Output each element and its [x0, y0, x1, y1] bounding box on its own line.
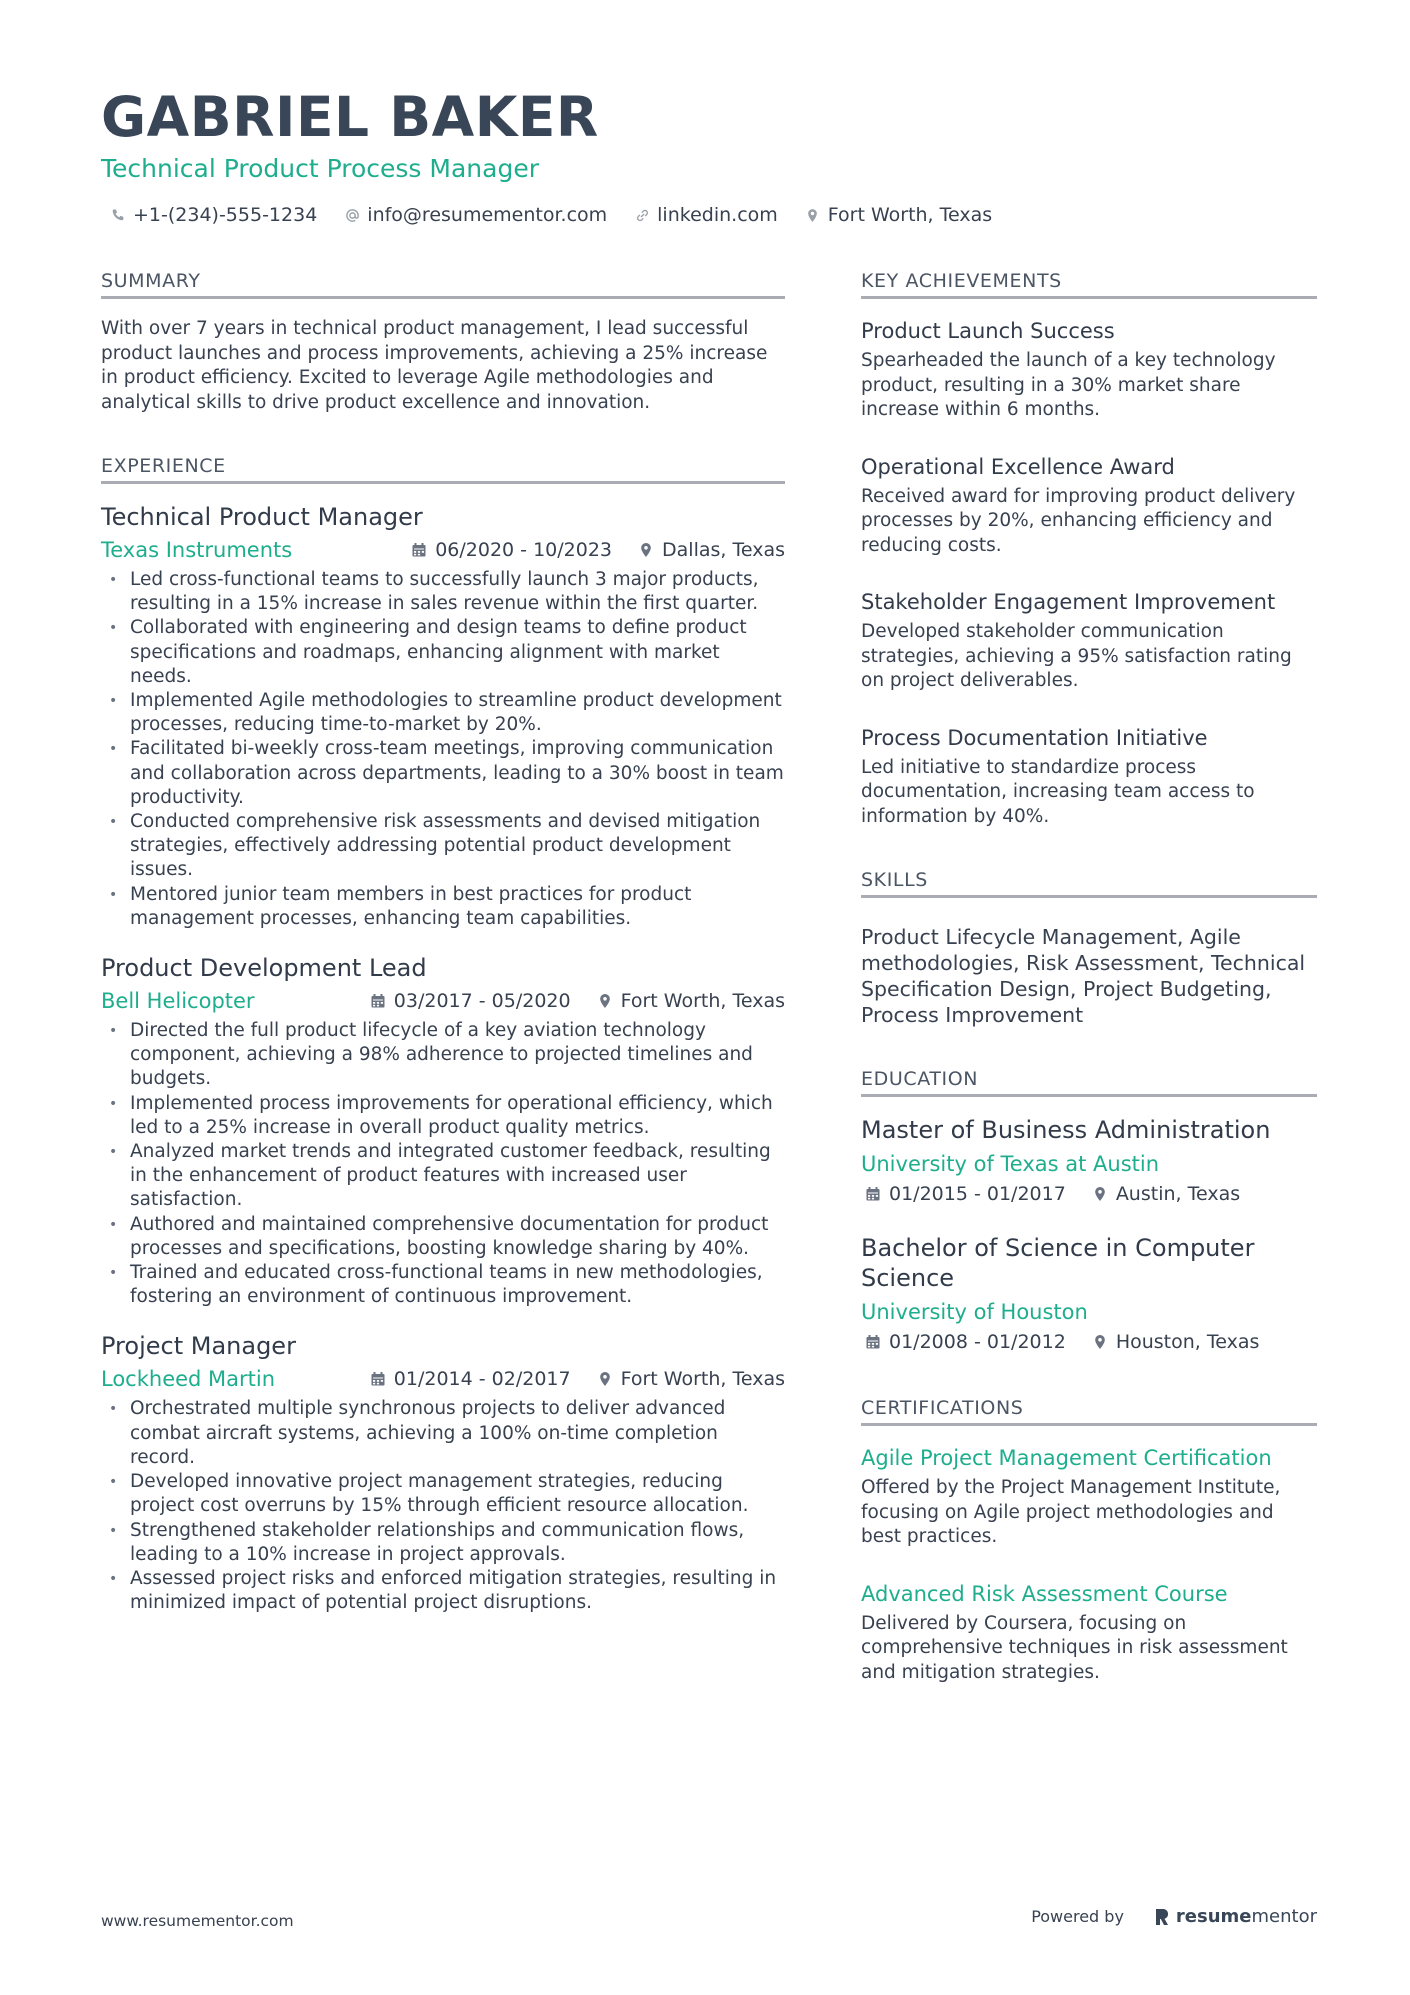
summary-text: With over 7 years in technical product management, I lead successful product launches and process improvements, achieving a 25% increase in product efficiency. Excited to leverage Agile methodologies and analytical skills to drive product excellence and innovation.: [101, 318, 768, 413]
calendar-icon: [865, 1186, 881, 1202]
right-column: [861, 268, 1317, 1723]
contact-location-text: Fort Worth, Texas: [827, 204, 993, 226]
skills-section: [861, 867, 1317, 1028]
achievement-item: [861, 317, 1317, 423]
skills-text: Product Lifecycle Management, Agile methodologies, Risk Assessment, Technical Specification Design, Project Budgeting, Process Improvement: [861, 925, 1306, 1027]
achievement-description: Led initiative to standardize process documentation, increasing team access to information by 40%.: [861, 756, 1255, 827]
contact-phone[interactable]: [109, 202, 317, 228]
job-company: Lockheed Martin: [101, 1367, 276, 1392]
calendar-icon: [370, 1371, 386, 1387]
experience-section: [101, 453, 785, 1615]
summary-section: [101, 268, 785, 415]
job-bullet: • Strengthened stakeholder relationships and communication flows, leading to a 10% increase in project approvals.: [101, 1519, 785, 1567]
education-school: University of Texas at Austin: [861, 1152, 1160, 1176]
achievement-description: Received award for improving product delivery processes by 20%, enhancing efficiency and reducing costs.: [861, 485, 1296, 556]
brand-logo[interactable]: [1154, 1906, 1317, 1927]
location-pin-icon: [1092, 1186, 1108, 1202]
education-location-text: Houston, Texas: [1115, 1331, 1260, 1353]
job-meta: [101, 536, 785, 564]
job-location: [597, 1365, 785, 1393]
certifications-heading: CERTIFICATIONS: [861, 1395, 1317, 1426]
calendar-icon: [411, 542, 427, 558]
job-bullet: • Collaborated with engineering and design teams to define product specifications and roadmaps, enhancing alignment with market needs.: [101, 616, 785, 689]
skills-heading: SKILLS: [861, 867, 1317, 898]
education-meta: [861, 1327, 1317, 1357]
job-bullet: • Conducted comprehensive risk assessments and devised mitigation strategies, effectively addressing potential product development issues.: [101, 810, 785, 883]
job-meta-right: [344, 1365, 785, 1393]
experience-heading: EXPERIENCE: [101, 453, 785, 484]
job-entry: [101, 1331, 785, 1615]
contact-linkedin-text: linkedin.com: [657, 204, 778, 226]
job-bullet: • Facilitated bi-weekly cross-team meetings, improving communication and collaboration across departments, leading to a 30% boost in team productivity.: [101, 737, 785, 810]
job-meta: [101, 1365, 785, 1393]
brand-name-light: mentor: [1251, 1906, 1317, 1927]
location-pin-icon: [1092, 1334, 1108, 1350]
certification-item: [861, 1444, 1317, 1550]
job-bullet: • Led cross-functional teams to successfully launch 3 major products, resulting in a 15% increase in sales revenue within the first quarter.: [101, 568, 785, 616]
job-role: Project Manager: [101, 1332, 296, 1361]
job-dates: [411, 536, 612, 564]
education-meta: [861, 1179, 1317, 1209]
certification-title: Advanced Risk Assessment Course: [861, 1581, 1228, 1606]
job-meta: [101, 987, 785, 1015]
job-dates-text: 03/2017 - 05/2020: [393, 990, 571, 1013]
job-bullet: • Trained and educated cross-functional teams in new methodologies, fostering an environment of continuous improvement.: [101, 1261, 785, 1309]
job-dates-text: 06/2020 - 10/2023: [435, 539, 613, 561]
location-pin-icon: [597, 993, 613, 1009]
job-bullet: • Implemented Agile methodologies to streamline product development processes, reducing time-to-market by 20%.: [101, 689, 785, 737]
contact-phone-text: +1-(234)-555-1234: [133, 204, 318, 226]
footer-powered-by: [1031, 1906, 1317, 1927]
job-bullets: [101, 568, 785, 931]
education-dates: [865, 1179, 1066, 1209]
job-bullet: • Assessed project risks and enforced mitigation strategies, resulting in minimized impact of potential project disruptions.: [101, 1567, 785, 1615]
candidate-title: Technical Product Process Manager: [101, 154, 539, 183]
achievements-section: [861, 268, 1317, 829]
certification-description: Delivered by Coursera, focusing on comprehensive techniques in risk assessment and mitigation strategies.: [861, 1612, 1288, 1683]
contact-location: [804, 202, 992, 228]
job-company: Texas Instruments: [101, 538, 293, 562]
education-item: [861, 1115, 1317, 1209]
achievement-title: Product Launch Success: [861, 319, 1115, 343]
powered-by-label: Powered by: [1031, 1907, 1124, 1926]
resume-header: [101, 84, 1321, 228]
at-icon: [343, 206, 361, 224]
achievement-title: Stakeholder Engagement Improvement: [861, 590, 1276, 614]
left-column: [101, 268, 785, 1653]
education-section: [861, 1066, 1317, 1357]
education-item: [861, 1233, 1317, 1357]
job-location: [597, 987, 785, 1015]
job-meta-right: [344, 987, 785, 1015]
contact-linkedin[interactable]: [633, 202, 778, 228]
job-location: [638, 536, 785, 564]
certification-item: [861, 1580, 1317, 1686]
contact-email-text: info@resumementor.com: [367, 204, 608, 226]
achievement-description: Developed stakeholder communication strategies, achieving a 95% satisfaction rating on project deliverables.: [861, 621, 1292, 691]
certification-title: Agile Project Management Certification: [861, 1446, 1272, 1470]
education-location: [1092, 1179, 1240, 1209]
location-pin-icon: [804, 206, 822, 224]
job-bullet: • Developed innovative project management strategies, reducing project cost overruns by 15% through efficient resource allocation.: [101, 1470, 785, 1518]
job-dates: [370, 987, 571, 1015]
job-location-text: Fort Worth, Texas: [620, 1368, 785, 1391]
job-bullets: [101, 1019, 785, 1309]
job-role: Product Development Lead: [101, 954, 427, 983]
job-dates-text: 01/2014 - 02/2017: [393, 1368, 571, 1391]
job-location-text: Fort Worth, Texas: [620, 990, 785, 1013]
job-bullet: • Orchestrated multiple synchronous projects to deliver advanced combat aircraft systems, achieving a 100% on-time completion record.: [101, 1397, 785, 1470]
job-role: Technical Product Manager: [101, 503, 423, 531]
achievement-item: [861, 588, 1317, 694]
achievement-title: Operational Excellence Award: [861, 454, 1175, 479]
job-entry: [101, 953, 785, 1309]
footer-website[interactable]: www.resumementor.com: [101, 1912, 294, 1930]
contact-email[interactable]: [343, 202, 607, 228]
education-heading: EDUCATION: [861, 1066, 1317, 1097]
education-degree: Master of Business Administration: [861, 1116, 1271, 1144]
education-dates: [865, 1327, 1066, 1357]
job-entry: [101, 502, 785, 931]
job-dates: [370, 1365, 571, 1393]
job-bullet: • Analyzed market trends and integrated customer feedback, resulting in the enhancement of product features with increased user satisfaction.: [101, 1140, 785, 1213]
phone-icon: [109, 206, 127, 224]
achievements-heading: KEY ACHIEVEMENTS: [861, 268, 1317, 299]
link-icon: [633, 206, 651, 224]
achievement-item: [861, 724, 1317, 830]
education-dates-text: 01/2008 - 01/2012: [889, 1331, 1066, 1353]
job-company: Bell Helicopter: [101, 989, 255, 1014]
summary-heading: SUMMARY: [101, 268, 785, 299]
location-pin-icon: [597, 1371, 613, 1387]
job-location-text: Dallas, Texas: [662, 539, 785, 561]
job-bullet: • Mentored junior team members in best practices for product management processes, enhancing team capabilities.: [101, 883, 785, 931]
education-degree: Bachelor of Science in Computer Science: [861, 1234, 1255, 1292]
job-meta-right: [385, 536, 785, 564]
job-bullet: • Directed the full product lifecycle of a key aviation technology component, achieving a 98% adherence to projected timelines and budgets.: [101, 1019, 785, 1092]
achievement-item: [861, 453, 1317, 559]
calendar-icon: [865, 1334, 881, 1350]
job-bullet: • Authored and maintained comprehensive documentation for product processes and specifications, boosting knowledge sharing by 40%.: [101, 1213, 785, 1261]
education-location-text: Austin, Texas: [1115, 1183, 1241, 1205]
brand-mark-icon: [1154, 1907, 1170, 1927]
achievement-description: Spearheaded the launch of a key technology product, resulting in a 30% market share increase within 6 months.: [861, 350, 1276, 420]
job-bullet: • Implemented process improvements for operational efficiency, which led to a 25% increase in overall product quality metrics.: [101, 1092, 785, 1140]
calendar-icon: [370, 993, 386, 1009]
brand-name-bold: resume: [1175, 1906, 1252, 1927]
achievement-title: Process Documentation Initiative: [861, 725, 1208, 750]
candidate-name: GABRIEL BAKER: [101, 85, 599, 149]
certifications-section: [861, 1395, 1317, 1685]
contact-row: [101, 202, 1321, 228]
certification-description: Offered by the Project Management Institute, focusing on Agile project methodologies and best practices.: [861, 1477, 1281, 1547]
education-location: [1092, 1327, 1260, 1357]
location-pin-icon: [638, 542, 654, 558]
education-school: University of Houston: [861, 1300, 1088, 1324]
education-dates-text: 01/2015 - 01/2017: [889, 1183, 1066, 1205]
job-bullets: [101, 1397, 785, 1615]
